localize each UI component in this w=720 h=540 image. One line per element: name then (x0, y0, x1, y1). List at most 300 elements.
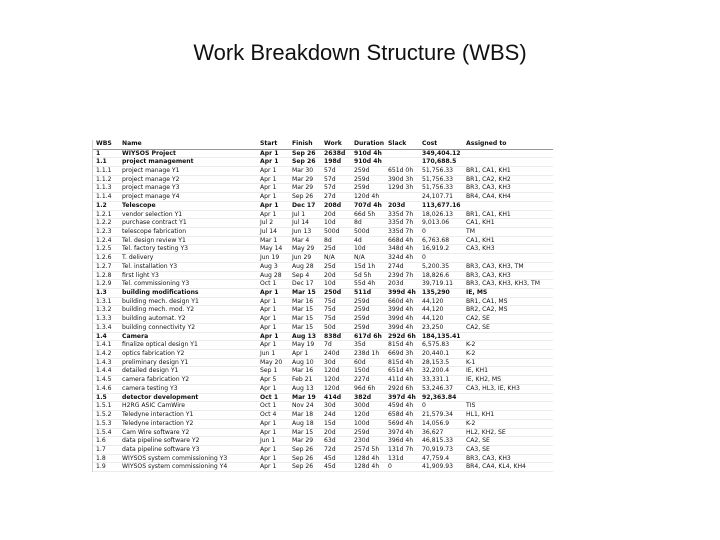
cell-cost: 46,815.33 (419, 437, 463, 446)
cell-wbs: 1.1.3 (93, 184, 119, 193)
cell-assigned-to: CA3, KH3 (463, 245, 553, 254)
cell-slack: 399d 4h (385, 306, 419, 315)
cell-cost: 18,826.6 (419, 271, 463, 280)
cell-slack: 239d 7h (385, 271, 419, 280)
cell-finish: Mar 15 (289, 315, 321, 324)
cell-assigned-to: K-2 (463, 350, 553, 359)
cell-cost: 21,579.34 (419, 411, 463, 420)
table-row (93, 193, 553, 202)
table-row (93, 271, 553, 280)
cell-assigned-to: TIS (463, 402, 553, 411)
cell-work: 24d (321, 411, 351, 420)
cell-finish: Aug 13 (289, 332, 321, 341)
cell-work: 57d (321, 166, 351, 175)
cell-name: project manage Y4 (119, 193, 257, 202)
cell-duration: N/A (351, 254, 385, 263)
table-row (93, 289, 553, 298)
cell-wbs: 1.2.2 (93, 219, 119, 228)
cell-assigned-to (463, 254, 553, 263)
cell-finish: Mar 29 (289, 437, 321, 446)
cell-name: WIYSOS Project (119, 149, 257, 158)
cell-assigned-to: BR1, CA2, KH2 (463, 175, 553, 184)
cell-assigned-to: IE, MS (463, 289, 553, 298)
cell-work: 838d (321, 332, 351, 341)
cell-duration: 259d (351, 306, 385, 315)
cell-cost: 9,013.06 (419, 219, 463, 228)
table-row (93, 245, 553, 254)
column-header-duration: Duration (351, 140, 385, 149)
cell-start: Aug 3 (257, 262, 289, 271)
cell-duration: 300d (351, 402, 385, 411)
cell-finish: Dec 17 (289, 280, 321, 289)
cell-name: project manage Y1 (119, 166, 257, 175)
cell-slack: 131d (385, 454, 419, 463)
cell-start: May 20 (257, 358, 289, 367)
cell-name: project manage Y2 (119, 175, 257, 184)
cell-start: Apr 1 (257, 175, 289, 184)
cell-name: Teledyne interaction Y2 (119, 419, 257, 428)
cell-duration: 96d 6h (351, 384, 385, 393)
cell-duration: 910d 4h (351, 149, 385, 158)
cell-duration: 150d (351, 367, 385, 376)
cell-name: WIYSOS system commissioning Y4 (119, 463, 257, 472)
cell-start: Apr 1 (257, 306, 289, 315)
cell-slack: 274d (385, 262, 419, 271)
cell-name: project manage Y3 (119, 184, 257, 193)
cell-duration: 238d 1h (351, 350, 385, 359)
cell-slack: 651d 0h (385, 166, 419, 175)
cell-work: 500d (321, 227, 351, 236)
table-row (93, 393, 553, 402)
cell-finish: Mar 29 (289, 175, 321, 184)
table-row (93, 149, 553, 158)
cell-finish: Apr 1 (289, 350, 321, 359)
cell-cost: 51,756.33 (419, 184, 463, 193)
cell-work: 27d (321, 193, 351, 202)
cell-work: 120d (321, 367, 351, 376)
cell-cost: 92,363.84 (419, 393, 463, 402)
cell-work: 414d (321, 393, 351, 402)
table-row (93, 297, 553, 306)
cell-work: 63d (321, 437, 351, 446)
cell-work: 15d (321, 419, 351, 428)
cell-slack: 348d 4h (385, 245, 419, 254)
cell-name: finalize optical design Y1 (119, 341, 257, 350)
cell-cost: 47,759.4 (419, 454, 463, 463)
cell-wbs: 1.3 (93, 289, 119, 298)
cell-slack: 660d 4h (385, 297, 419, 306)
cell-finish: Mar 19 (289, 393, 321, 402)
cell-name: data pipeline software Y2 (119, 437, 257, 446)
cell-finish: Jul 14 (289, 219, 321, 228)
cell-work: 30d (321, 358, 351, 367)
cell-work: 20d (321, 210, 351, 219)
cell-start: Apr 1 (257, 297, 289, 306)
cell-cost: 53,246.37 (419, 384, 463, 393)
cell-name: optics fabrication Y2 (119, 350, 257, 359)
cell-assigned-to: CA2, SE (463, 323, 553, 332)
table-row (93, 158, 553, 167)
cell-start: Apr 1 (257, 463, 289, 472)
cell-work: 2638d (321, 149, 351, 158)
cell-name: Telescope (119, 201, 257, 210)
cell-start: Oct 4 (257, 411, 289, 420)
cell-start: Apr 1 (257, 193, 289, 202)
cell-wbs: 1.1.2 (93, 175, 119, 184)
cell-duration: 257d 5h (351, 445, 385, 454)
cell-start: Apr 1 (257, 149, 289, 158)
table-row (93, 384, 553, 393)
page-title: Work Breakdown Structure (WBS) (193, 40, 527, 65)
cell-wbs: 1.2.7 (93, 262, 119, 271)
cell-slack: 569d 4h (385, 419, 419, 428)
table-body (93, 149, 553, 472)
cell-name: building connectivity Y2 (119, 323, 257, 332)
cell-start: Apr 1 (257, 201, 289, 210)
cell-slack: 815d 4h (385, 341, 419, 350)
cell-assigned-to: BR2, CA2, MS (463, 306, 553, 315)
table-row (93, 254, 553, 263)
table-row (93, 411, 553, 420)
cell-slack: 658d 4h (385, 411, 419, 420)
cell-wbs: 1.5.2 (93, 411, 119, 420)
cell-assigned-to: K-2 (463, 341, 553, 350)
cell-cost: 24,107.71 (419, 193, 463, 202)
cell-name: T. delivery (119, 254, 257, 263)
cell-assigned-to (463, 201, 553, 210)
cell-assigned-to (463, 393, 553, 402)
cell-work: 240d (321, 350, 351, 359)
cell-duration: 230d (351, 437, 385, 446)
cell-cost: 0 (419, 227, 463, 236)
cell-name: building mech. mod. Y2 (119, 306, 257, 315)
cell-slack: 397d 4h (385, 393, 419, 402)
cell-start: Apr 1 (257, 158, 289, 167)
cell-cost: 170,688.5 (419, 158, 463, 167)
cell-slack: 390d 3h (385, 175, 419, 184)
cell-name: WIYSOS system commissioning Y3 (119, 454, 257, 463)
column-header-assigned-to: Assigned to (463, 140, 553, 149)
cell-assigned-to (463, 158, 553, 167)
cell-finish: Aug 10 (289, 358, 321, 367)
cell-wbs: 1.1.1 (93, 166, 119, 175)
cell-wbs: 1.5.4 (93, 428, 119, 437)
cell-start: Apr 5 (257, 376, 289, 385)
cell-name: Camera (119, 332, 257, 341)
cell-slack: 399d 4h (385, 323, 419, 332)
column-header-cost: Cost (419, 140, 463, 149)
cell-start: Jun 1 (257, 350, 289, 359)
cell-finish: Mar 15 (289, 428, 321, 437)
cell-cost: 28,153.5 (419, 358, 463, 367)
cell-assigned-to (463, 332, 553, 341)
cell-cost: 33,331.1 (419, 376, 463, 385)
wbs-table (93, 140, 553, 472)
cell-assigned-to: BR3, CA3, KH3, TM (463, 262, 553, 271)
cell-name: Tel. design review Y1 (119, 236, 257, 245)
cell-wbs: 1.3.3 (93, 315, 119, 324)
cell-duration: 66d 5h (351, 210, 385, 219)
cell-wbs: 1.8 (93, 454, 119, 463)
cell-slack: 411d 4h (385, 376, 419, 385)
cell-name: data pipeline software Y3 (119, 445, 257, 454)
cell-assigned-to: CA2, SE (463, 437, 553, 446)
cell-duration: 910d 4h (351, 158, 385, 167)
cell-work: 45d (321, 454, 351, 463)
cell-finish: Aug 13 (289, 384, 321, 393)
cell-assigned-to: CA2, SE (463, 315, 553, 324)
cell-cost: 41,909.93 (419, 463, 463, 472)
cell-cost: 20,440.1 (419, 350, 463, 359)
cell-cost: 6,575.83 (419, 341, 463, 350)
cell-wbs: 1.6 (93, 437, 119, 446)
table-row (93, 227, 553, 236)
cell-wbs: 1.2.3 (93, 227, 119, 236)
cell-wbs: 1.2.8 (93, 271, 119, 280)
cell-slack: 397d 4h (385, 428, 419, 437)
cell-finish: Sep 26 (289, 158, 321, 167)
cell-cost: 5,200.35 (419, 262, 463, 271)
cell-finish: Sep 4 (289, 271, 321, 280)
cell-wbs: 1.4.5 (93, 376, 119, 385)
cell-name: Teledyne interaction Y1 (119, 411, 257, 420)
cell-duration: 259d (351, 297, 385, 306)
cell-finish: Dec 17 (289, 201, 321, 210)
table-row (93, 306, 553, 315)
column-header-name: Name (119, 140, 257, 149)
cell-assigned-to: HL1, KH1 (463, 411, 553, 420)
cell-cost: 0 (419, 402, 463, 411)
cell-work: 10d (321, 280, 351, 289)
cell-start: Apr 1 (257, 323, 289, 332)
cell-cost: 36,627 (419, 428, 463, 437)
cell-cost: 70,919.73 (419, 445, 463, 454)
cell-slack: 459d 4h (385, 402, 419, 411)
cell-wbs: 1.3.4 (93, 323, 119, 332)
cell-duration: 617d 6h (351, 332, 385, 341)
cell-work: 198d (321, 158, 351, 167)
cell-wbs: 1.2.1 (93, 210, 119, 219)
cell-slack: 324d 4h (385, 254, 419, 263)
cell-name: preliminary design Y1 (119, 358, 257, 367)
cell-wbs: 1.5.1 (93, 402, 119, 411)
cell-wbs: 1.7 (93, 445, 119, 454)
cell-start: Apr 1 (257, 210, 289, 219)
cell-assigned-to: BR1, CA1, KH1 (463, 166, 553, 175)
cell-name: H2RG ASIC CamWire (119, 402, 257, 411)
cell-finish: Sep 26 (289, 463, 321, 472)
column-header-work: Work (321, 140, 351, 149)
cell-finish: Jun 13 (289, 227, 321, 236)
cell-assigned-to: BR1, CA1, MS (463, 297, 553, 306)
table-row (93, 210, 553, 219)
cell-finish: Mar 15 (289, 323, 321, 332)
cell-start: Apr 1 (257, 445, 289, 454)
cell-finish: Mar 29 (289, 184, 321, 193)
cell-assigned-to: IE, KH2, MS (463, 376, 553, 385)
cell-cost: 0 (419, 254, 463, 263)
cell-assigned-to: BR3, CA3, KH3, KH3, TM (463, 280, 553, 289)
cell-name: detector development (119, 393, 257, 402)
cell-duration: 8d (351, 219, 385, 228)
column-header-finish: Finish (289, 140, 321, 149)
cell-wbs: 1.5.3 (93, 419, 119, 428)
table-row (93, 175, 553, 184)
cell-duration: 120d 4h (351, 193, 385, 202)
cell-cost: 14,056.9 (419, 419, 463, 428)
table-row (93, 262, 553, 271)
cell-duration: 707d 4h (351, 201, 385, 210)
cell-work: 20d (321, 428, 351, 437)
cell-start: Apr 1 (257, 166, 289, 175)
cell-duration: 15d 1h (351, 262, 385, 271)
cell-wbs: 1.2.5 (93, 245, 119, 254)
cell-cost: 44,120 (419, 306, 463, 315)
table-row (93, 341, 553, 350)
cell-work: 75d (321, 315, 351, 324)
cell-wbs: 1.5 (93, 393, 119, 402)
cell-work: 250d (321, 289, 351, 298)
cell-work: 208d (321, 201, 351, 210)
cell-wbs: 1.2.9 (93, 280, 119, 289)
table-row (93, 437, 553, 446)
cell-duration: 259d (351, 175, 385, 184)
table-row (93, 402, 553, 411)
table-row (93, 445, 553, 454)
cell-work: N/A (321, 254, 351, 263)
cell-slack: 292d 6h (385, 384, 419, 393)
cell-duration: 55d 4h (351, 280, 385, 289)
column-header-start: Start (257, 140, 289, 149)
wbs-table-container (92, 140, 553, 472)
cell-cost: 184,135.41 (419, 332, 463, 341)
cell-wbs: 1.3.2 (93, 306, 119, 315)
cell-finish: Mar 15 (289, 289, 321, 298)
cell-duration: 35d (351, 341, 385, 350)
cell-start: Apr 1 (257, 289, 289, 298)
cell-duration: 259d (351, 323, 385, 332)
column-header-slack: Slack (385, 140, 419, 149)
cell-finish: Sep 26 (289, 149, 321, 158)
cell-start: Sep 1 (257, 367, 289, 376)
cell-finish: Mar 30 (289, 166, 321, 175)
cell-work: 20d (321, 271, 351, 280)
cell-slack: 0 (385, 463, 419, 472)
table-row (93, 358, 553, 367)
cell-finish: Jul 1 (289, 210, 321, 219)
cell-finish: Mar 15 (289, 306, 321, 315)
cell-assigned-to: K-1 (463, 358, 553, 367)
table-row (93, 166, 553, 175)
table-row (93, 428, 553, 437)
cell-cost: 135,290 (419, 289, 463, 298)
cell-cost: 39,719.11 (419, 280, 463, 289)
cell-duration: 259d (351, 184, 385, 193)
cell-work: 10d (321, 219, 351, 228)
cell-start: Apr 1 (257, 384, 289, 393)
cell-work: 120d (321, 376, 351, 385)
cell-start: Apr 1 (257, 332, 289, 341)
cell-assigned-to: CA3, HL3, IE, KH3 (463, 384, 553, 393)
cell-cost: 32,200.4 (419, 367, 463, 376)
cell-cost: 6,763.68 (419, 236, 463, 245)
cell-work: 72d (321, 445, 351, 454)
cell-name: vendor selection Y1 (119, 210, 257, 219)
cell-finish: Mar 18 (289, 411, 321, 420)
cell-wbs: 1.1.4 (93, 193, 119, 202)
cell-duration: 4d (351, 236, 385, 245)
cell-name: detailed design Y1 (119, 367, 257, 376)
table-row (93, 463, 553, 472)
cell-start: Apr 1 (257, 341, 289, 350)
cell-start: Jul 14 (257, 227, 289, 236)
cell-slack (385, 193, 419, 202)
cell-slack: 335d 7h (385, 219, 419, 228)
cell-assigned-to: CA1, KH1 (463, 236, 553, 245)
cell-wbs: 1.4.6 (93, 384, 119, 393)
cell-start: Apr 1 (257, 419, 289, 428)
cell-assigned-to: CA1, KH1 (463, 219, 553, 228)
cell-duration: 5d 5h (351, 271, 385, 280)
cell-finish: Sep 26 (289, 193, 321, 202)
cell-slack: 131d 7h (385, 445, 419, 454)
cell-name: Tel. factory testing Y3 (119, 245, 257, 254)
cell-start: Aug 28 (257, 271, 289, 280)
cell-finish: Jun 29 (289, 254, 321, 263)
cell-slack (385, 149, 419, 158)
cell-wbs: 1.9 (93, 463, 119, 472)
cell-wbs: 1.1 (93, 158, 119, 167)
cell-name: first light Y3 (119, 271, 257, 280)
cell-name: building mech. design Y1 (119, 297, 257, 306)
table-row (93, 323, 553, 332)
cell-cost: 349,404.12 (419, 149, 463, 158)
cell-start: Apr 1 (257, 454, 289, 463)
cell-duration: 382d (351, 393, 385, 402)
cell-finish: Nov 24 (289, 402, 321, 411)
cell-duration: 500d (351, 227, 385, 236)
cell-start: May 14 (257, 245, 289, 254)
cell-slack: 399d 4h (385, 315, 419, 324)
cell-name: project management (119, 158, 257, 167)
cell-finish: Aug 28 (289, 262, 321, 271)
cell-cost: 44,120 (419, 315, 463, 324)
cell-duration: 227d (351, 376, 385, 385)
table-row (93, 219, 553, 228)
cell-wbs: 1.4.1 (93, 341, 119, 350)
cell-work: 25d (321, 245, 351, 254)
cell-start: Oct 1 (257, 402, 289, 411)
cell-work: 8d (321, 236, 351, 245)
cell-assigned-to: IE, KH1 (463, 367, 553, 376)
cell-finish: Mar 16 (289, 297, 321, 306)
cell-name: building automat. Y2 (119, 315, 257, 324)
cell-duration: 128d 4h (351, 463, 385, 472)
column-header-wbs: WBS (93, 140, 119, 149)
table-row (93, 419, 553, 428)
cell-duration: 259d (351, 315, 385, 324)
cell-name: Tel. commissioning Y3 (119, 280, 257, 289)
cell-finish: May 19 (289, 341, 321, 350)
cell-finish: May 29 (289, 245, 321, 254)
cell-start: Mar 1 (257, 236, 289, 245)
cell-start: Jun 19 (257, 254, 289, 263)
cell-name: camera fabrication Y2 (119, 376, 257, 385)
cell-name: telescope fabrication (119, 227, 257, 236)
table-row (93, 350, 553, 359)
cell-work: 25d (321, 262, 351, 271)
cell-finish: Sep 26 (289, 445, 321, 454)
